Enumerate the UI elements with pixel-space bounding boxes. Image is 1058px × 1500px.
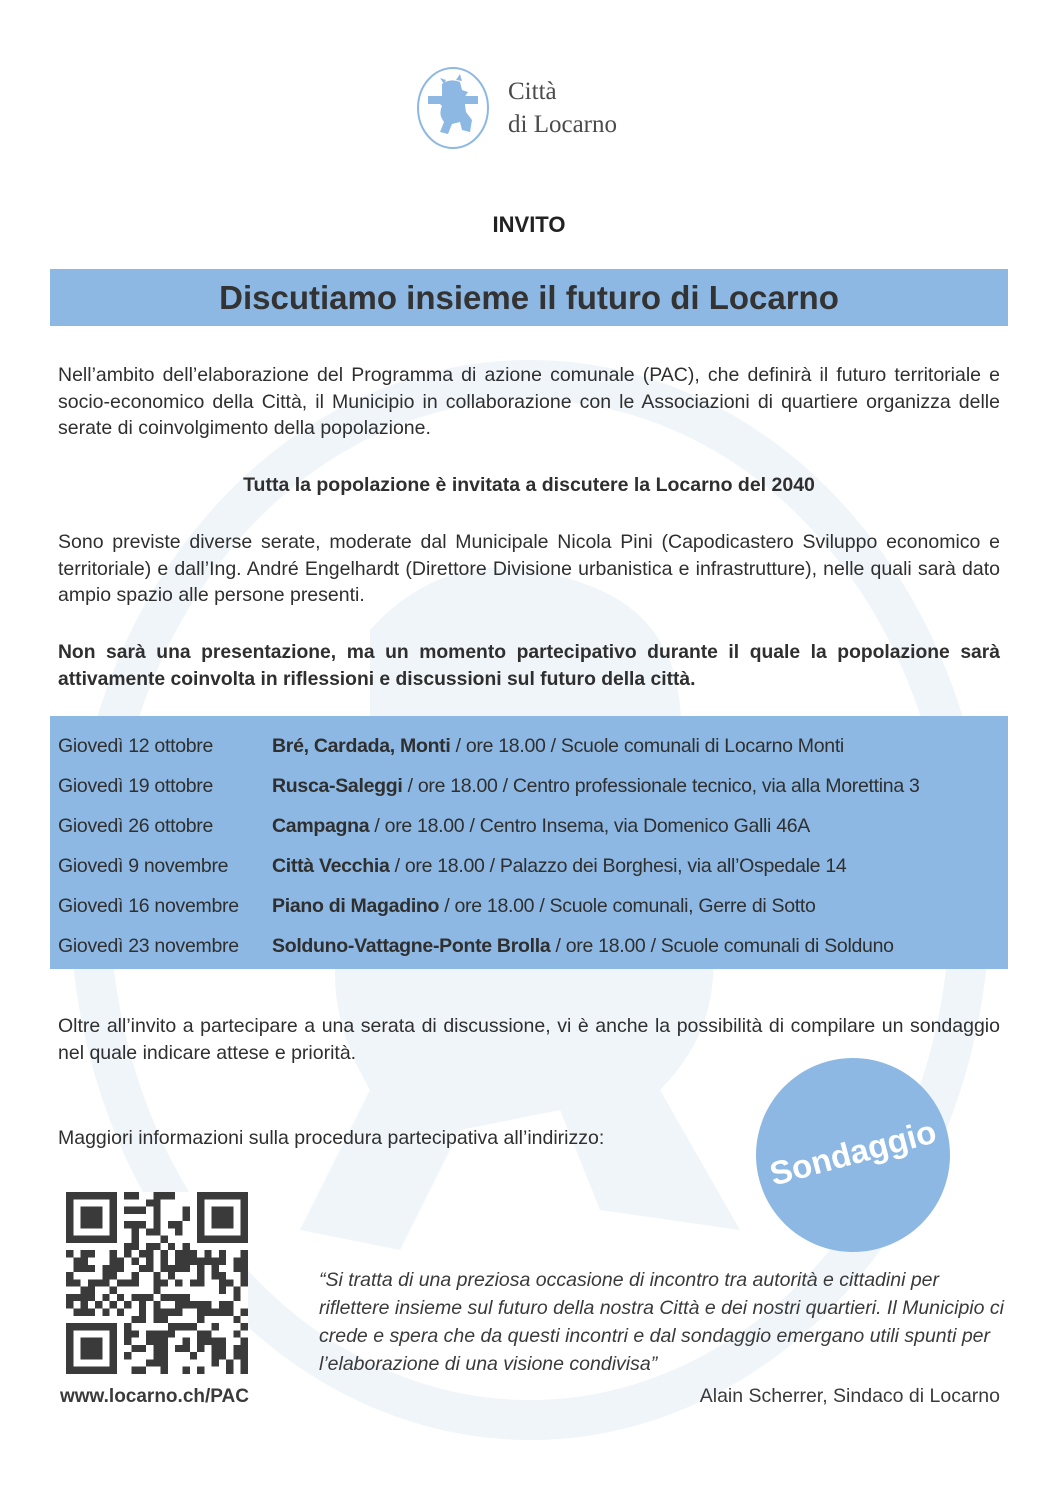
quote-signature: Alain Scherrer, Sindaco di Locarno	[699, 1385, 1000, 1407]
schedule-place: Solduno-Vattagne-Ponte Brolla	[272, 935, 551, 957]
schedule-date: Giovedì 26 ottobre	[58, 815, 214, 837]
qr-code[interactable]	[66, 1192, 248, 1374]
city-logo	[416, 66, 617, 150]
sondaggio-paragraph: Oltre all’invito a partecipare a una serata di discussione, vi è anche la possibilità di compilare un sondaggio nel quale indicare attese e priorità.	[58, 1015, 1000, 1064]
schedule-row	[58, 766, 920, 806]
schedule-place: Campagna	[272, 815, 370, 837]
emphasis-paragraph: Non sarà una presentazione, ma un momento partecipativo durante il quale la popolazione sarà attivamente coinvolta in riflessioni e discussioni sul futuro della città.	[58, 642, 1000, 690]
schedule-row	[58, 726, 844, 766]
page-title: Discutiamo insieme il futuro di Locarno	[50, 269, 1008, 326]
schedule-row	[58, 846, 846, 886]
schedule-details: / ore 18.00 / Scuole comunali di Locarno Monti	[450, 735, 844, 757]
schedule-details: / ore 18.00 / Scuole comunali, Gerre di Sotto	[439, 895, 816, 917]
logo-line-2: di Locarno	[508, 111, 617, 138]
info-url[interactable]: www.locarno.ch/PAC	[60, 1386, 249, 1407]
schedule-row	[58, 886, 816, 926]
sondaggio-badge[interactable]	[756, 1058, 950, 1252]
schedule-date: Giovedì 9 novembre	[58, 855, 229, 877]
mayor-quote: “Si tratta di una preziosa occasione di incontro tra autorità e cittadini per riflettere insieme sul futuro della nostra Città e dei nostri quartieri. Il Municipio ci crede e spera che da questi incontri e dal sondaggio emergano utili spunti per l’elaborazione di una visione condivisa”	[319, 1269, 1004, 1375]
lion-crest-icon	[416, 66, 490, 150]
info-text: Maggiori informazioni sulla procedura partecipativa all’indirizzo:	[58, 1127, 605, 1149]
schedule-place: Rusca-Saleggi	[272, 775, 403, 797]
schedule-place: Piano di Magadino	[272, 895, 440, 917]
schedule-row	[58, 806, 810, 846]
schedule-date: Giovedì 23 novembre	[58, 935, 239, 957]
schedule-place: Bré, Cardada, Monti	[272, 735, 451, 757]
schedule-place: Città Vecchia	[272, 855, 390, 877]
headline: Tutta la popolazione è invitata a discutere la Locarno del 2040	[243, 474, 815, 496]
sondaggio-badge-label: Sondaggio	[765, 1112, 940, 1193]
logo-line-1: Città	[508, 78, 557, 105]
schedule-row	[58, 926, 894, 966]
schedule-details: / ore 18.00 / Palazzo dei Borghesi, via all’Ospedale 14	[389, 855, 847, 877]
schedule-details: / ore 18.00 / Centro professionale tecnico, via alla Morettina 3	[402, 775, 920, 797]
schedule-table	[50, 716, 1008, 969]
schedule-date: Giovedì 16 novembre	[58, 895, 239, 917]
intro-paragraph: Nell’ambito dell’elaborazione del Programma di azione comunale (PAC), che definirà il futuro territoriale e socio-economico della Città, il Municipio in collaborazione con le Associazioni di quartiere organizza delle serate di coinvolgimento della popolazione.	[58, 364, 1000, 439]
schedule-details: / ore 18.00 / Centro Insema, via Domenico Galli 46A	[369, 815, 811, 837]
schedule-date: Giovedì 12 ottobre	[58, 735, 214, 757]
invito-label: INVITO	[492, 212, 566, 237]
schedule-date: Giovedì 19 ottobre	[58, 775, 214, 797]
schedule-details: / ore 18.00 / Scuole comunali di Solduno	[550, 935, 894, 957]
serate-paragraph: Sono previste diverse serate, moderate dal Municipale Nicola Pini (Capodicastero Sviluppo economico e territoriale) e dall’Ing. André Engelhardt (Direttore Divisione urbanistica e infrastrutture), nelle quali sarà dato ampio spazio alle persone presenti.	[58, 531, 1000, 606]
